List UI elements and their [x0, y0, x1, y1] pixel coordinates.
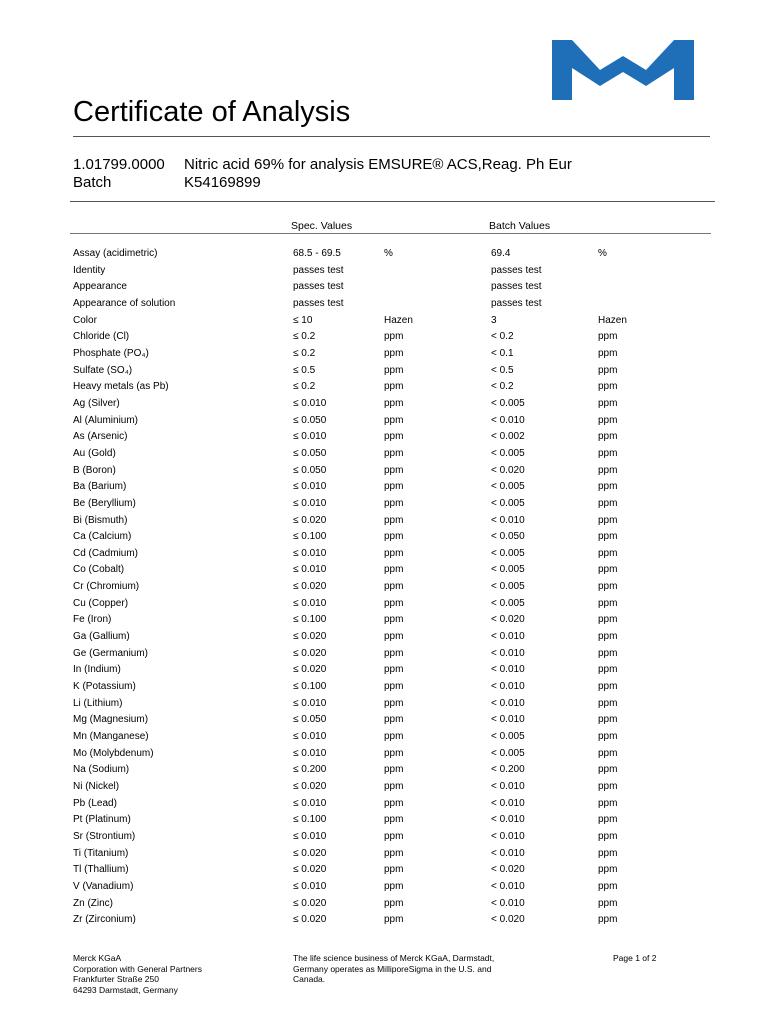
spec-unit: ppm [384, 547, 404, 559]
parameter-name: Cd (Cadmium) [73, 547, 139, 559]
spec-value: ≤ 0.020 [293, 781, 327, 792]
spec-value: passes test [293, 281, 344, 293]
batch-value: < 0.005 [491, 597, 525, 609]
batch-value: < 0.020 [491, 864, 525, 876]
spec-unit: ppm [384, 497, 404, 509]
spec-unit: ppm [384, 864, 404, 876]
table-row [0, 611, 768, 628]
parameter-name: Pt (Platinum) [73, 814, 131, 826]
batch-value: < 0.010 [491, 514, 525, 526]
batch-unit: ppm [598, 614, 618, 626]
spec-unit: ppm [384, 464, 404, 476]
table-row [0, 628, 768, 645]
footer-company-line: Corporation with General Partners [73, 963, 202, 974]
batch-unit: ppm [598, 864, 618, 876]
spec-value: ≤ 0.010 [293, 547, 327, 559]
column-header-divider [70, 233, 711, 234]
batch-unit: ppm [598, 714, 618, 726]
spec-value: ≤ 0.010 [293, 747, 327, 759]
spec-unit: ppm [384, 914, 404, 926]
spec-unit: ppm [384, 764, 404, 776]
spec-unit: ppm [384, 514, 404, 526]
batch-value: < 0.010 [491, 781, 525, 792]
batch-value: < 0.010 [491, 847, 525, 859]
footer-notice [293, 953, 494, 985]
batch-value: < 0.010 [491, 814, 525, 826]
parameter-name: Tl (Thallium) [73, 864, 129, 876]
batch-unit: ppm [598, 581, 618, 593]
spec-value: ≤ 0.100 [293, 814, 327, 826]
parameter-name: Ge (Germanium) [73, 647, 149, 659]
batch-unit: ppm [598, 847, 618, 859]
batch-unit: ppm [598, 531, 618, 543]
batch-value: 3 [491, 314, 497, 326]
spec-unit: ppm [384, 397, 404, 409]
batch-value: < 0.020 [491, 914, 525, 926]
spec-value: ≤ 0.020 [293, 847, 327, 859]
batch-value: < 0.010 [491, 647, 525, 659]
title-divider [73, 136, 710, 137]
batch-value: < 0.005 [491, 481, 525, 493]
table-row [0, 578, 768, 595]
batch-unit: ppm [598, 781, 618, 792]
spec-value: ≤ 0.100 [293, 681, 327, 693]
spec-value: ≤ 0.020 [293, 631, 327, 643]
batch-value: < 0.020 [491, 464, 525, 476]
parameter-name: Zn (Zinc) [73, 897, 113, 909]
spec-value: ≤ 0.020 [293, 647, 327, 659]
spec-unit: ppm [384, 664, 404, 676]
spec-value: ≤ 0.010 [293, 497, 327, 509]
batch-unit: ppm [598, 397, 618, 409]
table-row [0, 478, 768, 495]
table-row [0, 362, 768, 379]
page-number: Page 1 of 2 [613, 953, 657, 963]
parameter-name: Be (Beryllium) [73, 497, 136, 509]
table-row [0, 262, 768, 279]
spec-value: ≤ 0.200 [293, 764, 327, 776]
table-row [0, 778, 768, 795]
batch-value: < 0.1 [491, 347, 514, 359]
table-row [0, 312, 768, 329]
parameter-name: Assay (acidimetric) [73, 248, 158, 259]
parameter-name: Pb (Lead) [73, 797, 117, 809]
spec-unit: ppm [384, 481, 404, 493]
footer-company [73, 953, 202, 995]
batch-unit: ppm [598, 681, 618, 693]
batch-unit: ppm [598, 414, 618, 426]
batch-value: < 0.005 [491, 581, 525, 593]
spec-value: ≤ 0.050 [293, 414, 327, 426]
spec-value: ≤ 0.2 [293, 347, 316, 359]
spec-value: ≤ 0.020 [293, 897, 327, 909]
table-row [0, 445, 768, 462]
parameter-name: Heavy metals (as Pb) [73, 381, 169, 393]
spec-value: ≤ 0.010 [293, 830, 327, 842]
spec-value: ≤ 0.010 [293, 731, 327, 743]
spec-unit: ppm [384, 830, 404, 842]
spec-unit: ppm [384, 897, 404, 909]
table-row [0, 828, 768, 845]
spec-value: ≤ 0.020 [293, 581, 327, 593]
table-row [0, 895, 768, 912]
batch-value: < 0.010 [491, 681, 525, 693]
footer-company-line: Merck KGaA [73, 953, 122, 963]
parameter-name: Ga (Gallium) [73, 631, 130, 643]
spec-unit: ppm [384, 781, 404, 792]
spec-unit: ppm [384, 447, 404, 459]
spec-unit: ppm [384, 347, 404, 359]
spec-value: passes test [293, 297, 344, 309]
spec-value: ≤ 0.2 [293, 381, 316, 393]
page-title: Certificate of Analysis [73, 96, 351, 128]
table-row [0, 395, 768, 412]
parameter-name: Na (Sodium) [73, 764, 130, 776]
batch-unit: ppm [598, 697, 618, 709]
spec-unit: ppm [384, 631, 404, 643]
spec-value: ≤ 0.010 [293, 431, 327, 443]
batch-unit: % [598, 248, 607, 259]
table-row [0, 545, 768, 562]
batch-value: 69.4 [491, 248, 511, 259]
batch-unit: ppm [598, 914, 618, 926]
spec-value: passes test [293, 264, 344, 276]
spec-unit: Hazen [384, 314, 413, 326]
spec-values-header: Spec. Values [291, 220, 353, 232]
spec-unit: ppm [384, 564, 404, 576]
batch-value: < 0.010 [491, 414, 525, 426]
batch-value: < 0.2 [491, 331, 514, 343]
spec-value: ≤ 0.020 [293, 914, 327, 926]
spec-value: ≤ 0.2 [293, 331, 316, 343]
footer-notice-line: Canada. [293, 974, 326, 984]
parameter-name: Appearance [73, 281, 127, 293]
logo-mark [552, 40, 694, 100]
table-row [0, 512, 768, 529]
table-row [0, 761, 768, 778]
spec-value: ≤ 0.010 [293, 880, 327, 892]
table-row [0, 378, 768, 395]
company-logo [550, 36, 696, 102]
spec-value: ≤ 0.050 [293, 447, 327, 459]
parameter-name: In (Indium) [73, 664, 121, 676]
batch-value: < 0.020 [491, 614, 525, 626]
batch-value: < 0.005 [491, 547, 525, 559]
batch-unit: ppm [598, 830, 618, 842]
batch-unit: ppm [598, 664, 618, 676]
parameter-name: Sulfate (SO₄) [73, 364, 133, 376]
spec-unit: ppm [384, 731, 404, 743]
spec-value: ≤ 0.020 [293, 864, 327, 876]
batch-value: < 0.010 [491, 830, 525, 842]
table-row [0, 428, 768, 445]
parameter-name: Mn (Manganese) [73, 731, 149, 743]
table-row [0, 245, 768, 262]
batch-number: K54169899 [184, 174, 261, 191]
batch-unit: ppm [598, 880, 618, 892]
footer-notice-line: Germany operates as MilliporeSigma in the U.S. and [293, 963, 492, 974]
batch-value: < 0.010 [491, 880, 525, 892]
table-row [0, 661, 768, 678]
parameter-name: K (Potassium) [73, 681, 136, 693]
table-row [0, 795, 768, 812]
table-row [0, 878, 768, 895]
table-row [0, 711, 768, 728]
spec-value: ≤ 0.010 [293, 397, 327, 409]
batch-unit: ppm [598, 464, 618, 476]
batch-unit: ppm [598, 814, 618, 826]
batch-unit: ppm [598, 447, 618, 459]
batch-unit: ppm [598, 381, 618, 393]
spec-unit: ppm [384, 431, 404, 443]
spec-value: ≤ 0.010 [293, 597, 327, 609]
parameter-name: Phosphate (PO₄) [73, 347, 149, 359]
batch-unit: ppm [598, 331, 618, 343]
parameter-name: Color [73, 314, 97, 326]
parameter-name: Mg (Magnesium) [73, 714, 149, 726]
spec-value: ≤ 0.010 [293, 481, 327, 493]
batch-value: < 0.010 [491, 631, 525, 643]
footer-company-line: 64293 Darmstadt, Germany [73, 984, 178, 995]
parameter-name: Sr (Strontium) [73, 830, 136, 842]
parameter-name: Ba (Barium) [73, 481, 127, 493]
batch-value: < 0.050 [491, 531, 525, 543]
batch-value: passes test [491, 281, 542, 293]
spec-unit: ppm [384, 814, 404, 826]
table-row [0, 645, 768, 662]
table-row [0, 412, 768, 429]
header-divider [70, 201, 715, 202]
spec-value: ≤ 10 [293, 314, 313, 326]
table-row [0, 811, 768, 828]
table-row [0, 462, 768, 479]
table-row [0, 495, 768, 512]
spec-unit: ppm [384, 414, 404, 426]
spec-unit: % [384, 248, 393, 259]
spec-unit: ppm [384, 381, 404, 393]
batch-value: < 0.002 [491, 431, 525, 443]
spec-unit: ppm [384, 597, 404, 609]
table-row [0, 295, 768, 312]
parameter-name: Au (Gold) [73, 447, 116, 459]
spec-value: ≤ 0.010 [293, 797, 327, 809]
batch-value: < 0.010 [491, 664, 525, 676]
batch-value: < 0.010 [491, 714, 525, 726]
spec-unit: ppm [384, 647, 404, 659]
parameter-name: Fe (Iron) [73, 614, 112, 626]
spec-unit: ppm [384, 880, 404, 892]
parameter-name: V (Vanadium) [73, 880, 134, 892]
spec-unit: ppm [384, 747, 404, 759]
batch-value: < 0.005 [491, 497, 525, 509]
parameter-name: Zr (Zirconium) [73, 914, 136, 926]
spec-unit: ppm [384, 797, 404, 809]
table-row [0, 695, 768, 712]
table-row [0, 278, 768, 295]
batch-value: < 0.2 [491, 381, 514, 393]
table-row [0, 861, 768, 878]
spec-unit: ppm [384, 697, 404, 709]
batch-value: < 0.010 [491, 697, 525, 709]
table-row [0, 328, 768, 345]
batch-unit: ppm [598, 631, 618, 643]
spec-unit: ppm [384, 531, 404, 543]
parameter-name: Al (Aluminium) [73, 414, 139, 426]
parameter-name: Li (Lithium) [73, 697, 123, 709]
batch-value: < 0.5 [491, 364, 514, 376]
parameter-name: Identity [73, 264, 106, 276]
table-row [0, 728, 768, 745]
batch-unit: ppm [598, 547, 618, 559]
spec-unit: ppm [384, 681, 404, 693]
batch-value: < 0.010 [491, 797, 525, 809]
parameter-name: Ti (Titanium) [73, 847, 129, 859]
table-row [0, 845, 768, 862]
batch-value: passes test [491, 264, 542, 276]
batch-unit: ppm [598, 764, 618, 776]
batch-unit: ppm [598, 481, 618, 493]
spec-unit: ppm [384, 714, 404, 726]
batch-unit: ppm [598, 431, 618, 443]
spec-value: ≤ 0.020 [293, 514, 327, 526]
batch-value: passes test [491, 297, 542, 309]
spec-unit: ppm [384, 364, 404, 376]
parameter-name: Mo (Molybdenum) [73, 747, 154, 759]
batch-unit: ppm [598, 731, 618, 743]
spec-value: ≤ 0.100 [293, 531, 327, 543]
spec-unit: ppm [384, 847, 404, 859]
spec-unit: ppm [384, 331, 404, 343]
batch-unit: ppm [598, 497, 618, 509]
batch-unit: Hazen [598, 314, 627, 326]
parameter-name: Chloride (Cl) [73, 331, 130, 343]
spec-value: ≤ 0.050 [293, 714, 327, 726]
batch-unit: ppm [598, 747, 618, 759]
batch-value: < 0.005 [491, 564, 525, 576]
results-table [0, 245, 768, 928]
spec-unit: ppm [384, 614, 404, 626]
product-description: Nitric acid 69% for analysis EMSURE® ACS,Reag. Ph Eur [184, 156, 572, 173]
parameter-name: As (Arsenic) [73, 431, 128, 443]
batch-unit: ppm [598, 647, 618, 659]
parameter-name: Cr (Chromium) [73, 581, 140, 593]
batch-unit: ppm [598, 564, 618, 576]
batch-values-header: Batch Values [489, 220, 551, 232]
footer-notice-line: The life science business of Merck KGaA, Darmstadt, [293, 953, 495, 963]
spec-value: ≤ 0.5 [293, 364, 316, 376]
batch-value: < 0.005 [491, 747, 525, 759]
parameter-name: Bi (Bismuth) [73, 514, 128, 526]
batch-label: Batch [73, 174, 112, 191]
batch-unit: ppm [598, 597, 618, 609]
batch-value: < 0.200 [491, 764, 525, 776]
spec-value: ≤ 0.100 [293, 614, 327, 626]
table-row [0, 745, 768, 762]
table-row [0, 911, 768, 928]
batch-unit: ppm [598, 364, 618, 376]
spec-value: ≤ 0.020 [293, 664, 327, 676]
parameter-name: Ag (Silver) [73, 397, 120, 409]
spec-value: 68.5 - 69.5 [293, 248, 341, 259]
spec-value: ≤ 0.010 [293, 564, 327, 576]
parameter-name: Appearance of solution [73, 297, 176, 309]
parameter-name: Ca (Calcium) [73, 531, 132, 543]
parameter-name: Cu (Copper) [73, 597, 129, 609]
parameter-name: B (Boron) [73, 464, 116, 476]
spec-unit: ppm [384, 581, 404, 593]
table-row [0, 678, 768, 695]
footer-company-line: Frankfurter Straße 250 [73, 974, 159, 984]
table-row [0, 528, 768, 545]
batch-value: < 0.005 [491, 731, 525, 743]
spec-value: ≤ 0.050 [293, 464, 327, 476]
parameter-name: Co (Cobalt) [73, 564, 125, 576]
batch-unit: ppm [598, 897, 618, 909]
table-row [0, 595, 768, 612]
parameter-name: Ni (Nickel) [73, 781, 120, 792]
table-row [0, 561, 768, 578]
table-row [0, 345, 768, 362]
product-number: 1.01799.0000 [73, 156, 165, 173]
batch-unit: ppm [598, 797, 618, 809]
batch-unit: ppm [598, 347, 618, 359]
batch-value: < 0.005 [491, 447, 525, 459]
spec-value: ≤ 0.010 [293, 697, 327, 709]
batch-value: < 0.005 [491, 397, 525, 409]
batch-value: < 0.010 [491, 897, 525, 909]
batch-unit: ppm [598, 514, 618, 526]
